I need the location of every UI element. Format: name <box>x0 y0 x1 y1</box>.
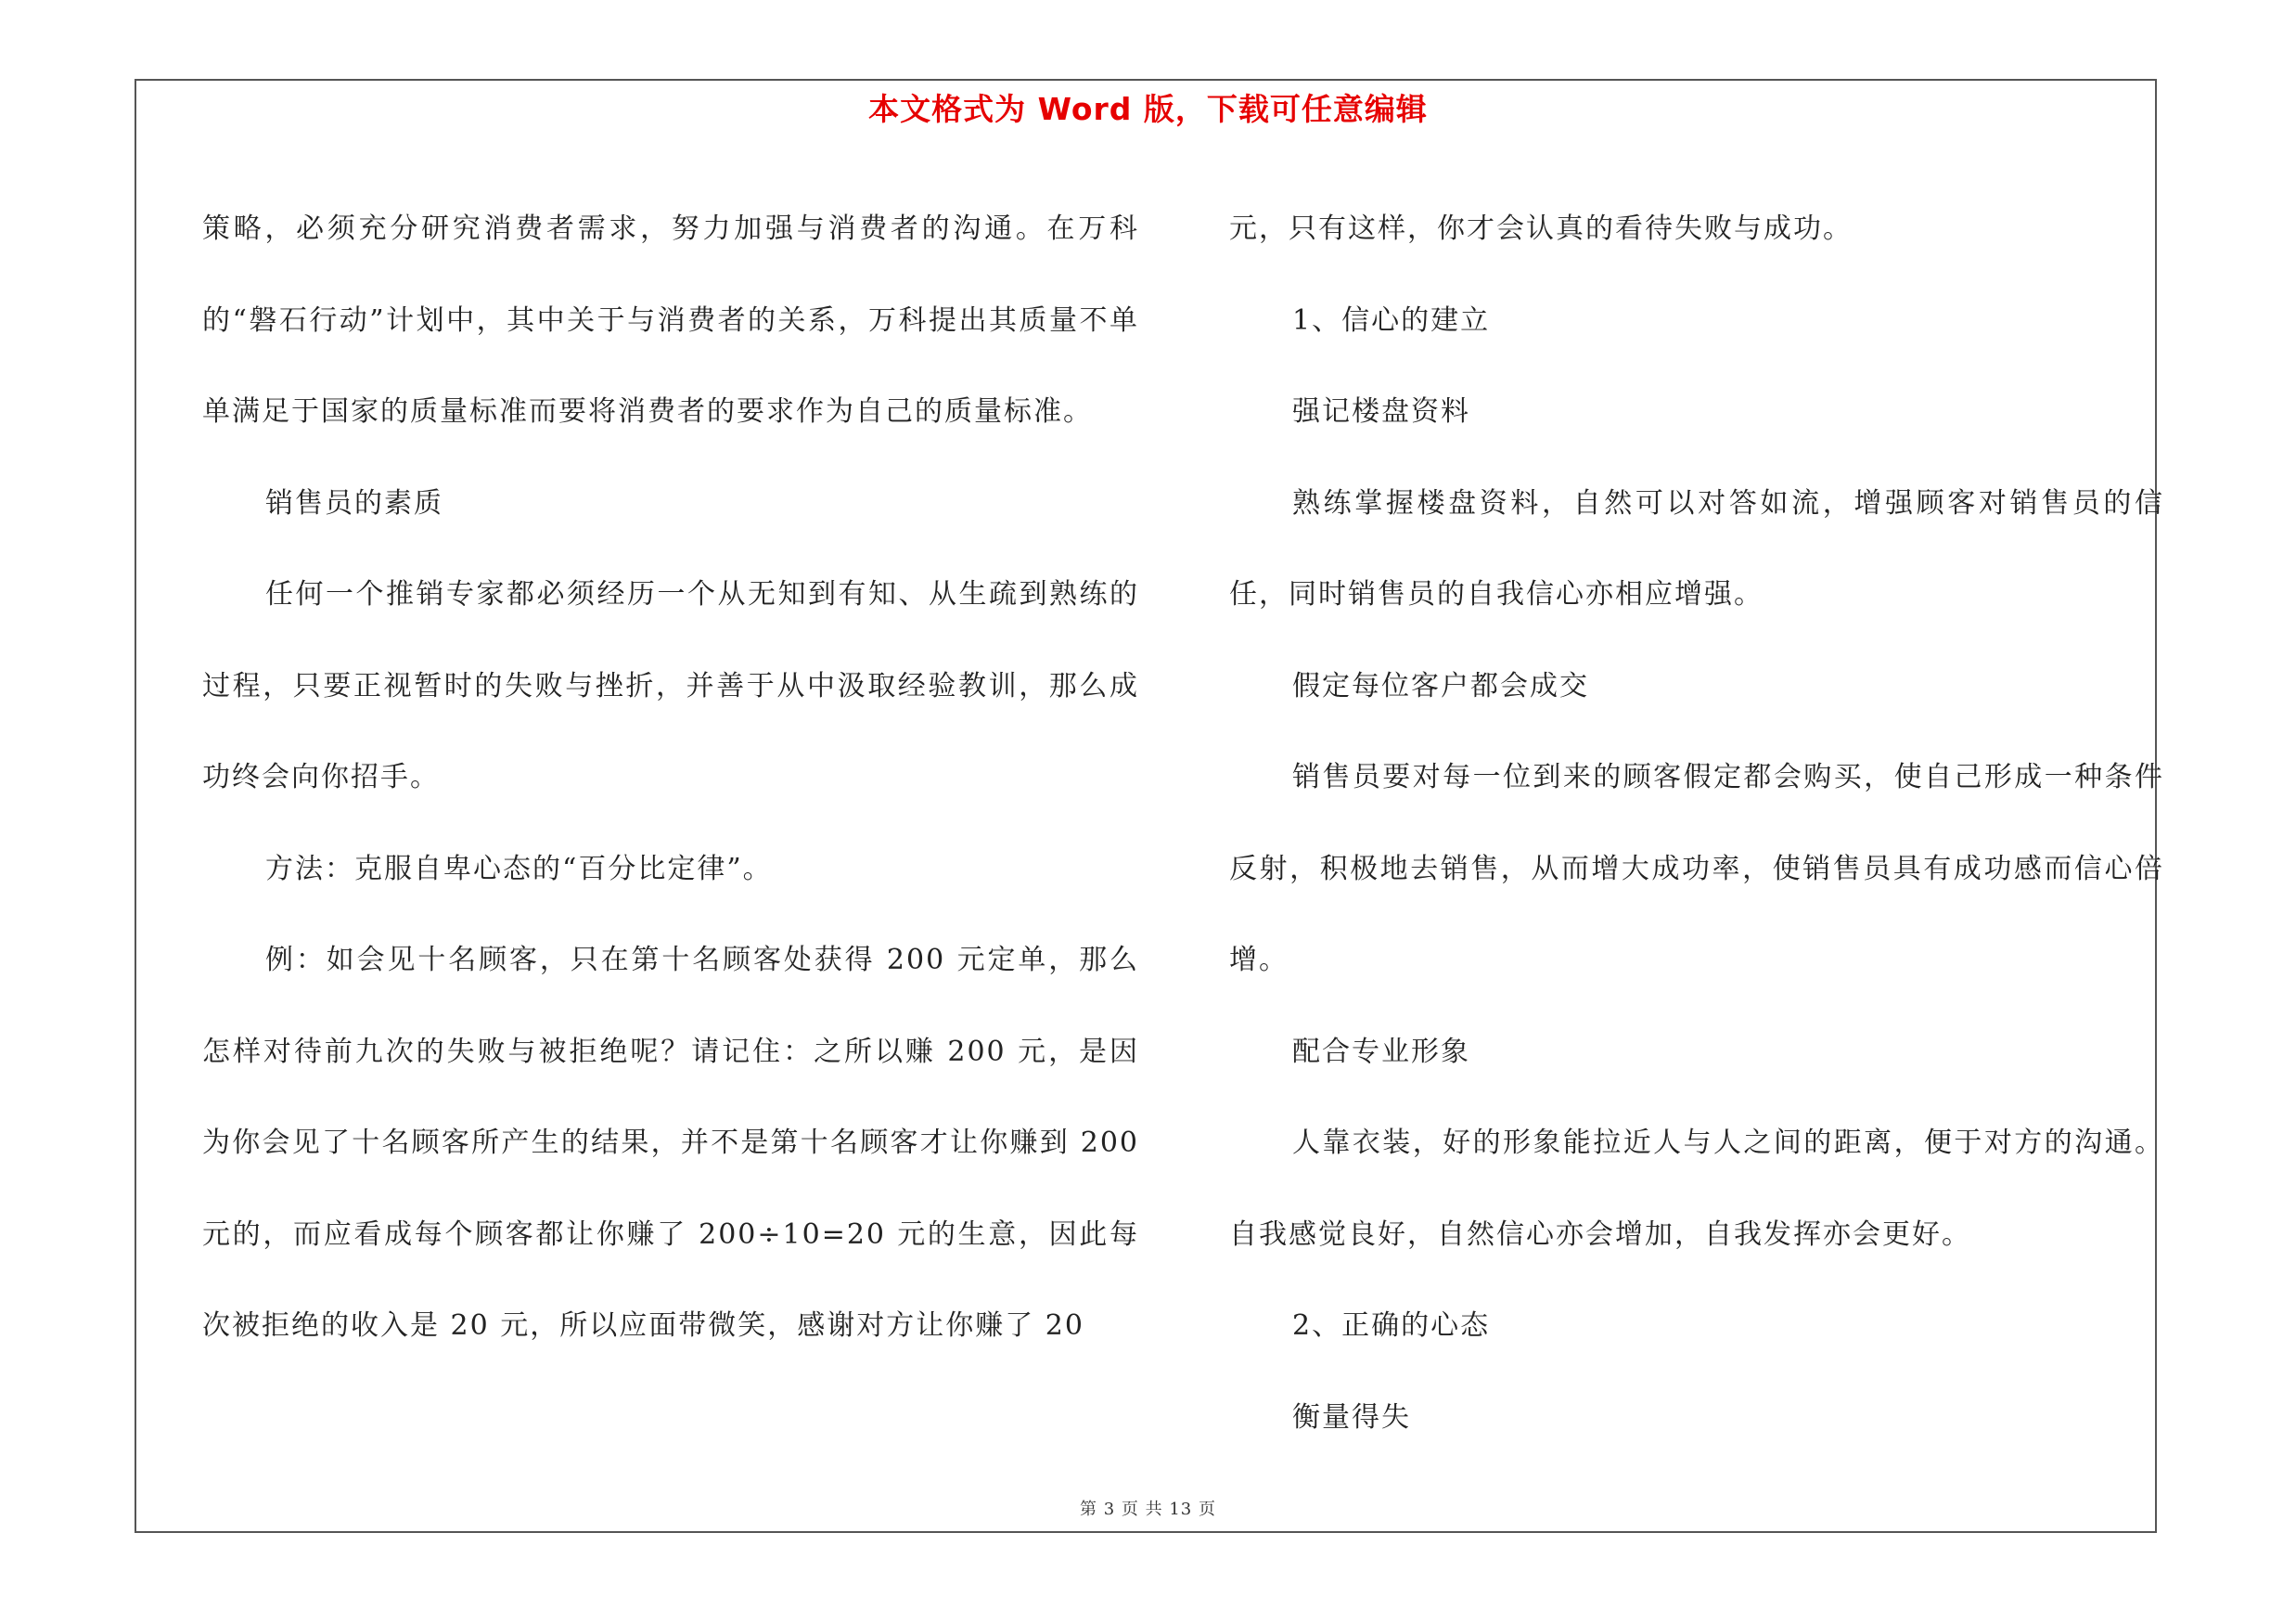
format-notice-banner: 本文格式为 Word 版，下载可任意编辑 <box>868 91 1428 127</box>
left-text-column <box>202 184 1139 1372</box>
paragraph: 元，只有这样，你才会认真的看待失败与成功。 <box>1229 213 1853 245</box>
paragraph: 例：如会见十名顾客，只在第十名顾客处获得 200 元定单，那么怎样对待前九次的失败与被拒绝呢？请记住：之所以赚 200 元，是因为你会见了十名顾客所产生的结果，并不是第十名顾客才让你赚到 200 元的，而应看成每个顾客都让你赚了 200÷10=20 元的生意，因此每次被拒绝的收入是 20 元，所以应面带微笑，感谢对方让你赚了 20 <box>202 944 1139 1342</box>
paragraph: 销售员要对每一位到来的顾客假定都会购买，使自己形成一种条件反射，积极地去销售，从而增大成功率，使销售员具有成功感而信心倍增。 <box>1229 761 2164 976</box>
section-heading: 2、正确的心态 <box>1292 1309 1491 1342</box>
sub-heading: 假定每位客户都会成交 <box>1292 669 1589 702</box>
sub-heading: 配合专业形象 <box>1292 1035 1470 1068</box>
sub-heading: 强记楼盘资料 <box>1292 395 1470 428</box>
right-text-column <box>1229 184 2164 1463</box>
paragraph: 方法：克服自卑心态的“百分比定律”。 <box>265 852 773 885</box>
paragraph: 策略，必须充分研究消费者需求，努力加强与消费者的沟通。在万科的“磐石行动”计划中，其中关于与消费者的关系，万科提出其质量不单单满足于国家的质量标准而要将消费者的要求作为自己的质量标准。 <box>202 213 1139 428</box>
paragraph: 人靠衣装，好的形象能拉近人与人之间的距离，便于对方的沟通。自我感觉良好，自然信心亦会增加，自我发挥亦会更好。 <box>1229 1127 2164 1251</box>
paragraph: 任何一个推销专家都必须经历一个从无知到有知、从生疏到熟练的过程，只要正视暂时的失败与挫折，并善于从中汲取经验教训，那么成功终会向你招手。 <box>202 578 1139 793</box>
section-heading: 1、信心的建立 <box>1292 303 1491 337</box>
sub-heading: 衡量得失 <box>1292 1400 1411 1434</box>
paragraph: 熟练掌握楼盘资料，自然可以对答如流，增强顾客对销售员的信任，同时销售员的自我信心亦相应增强。 <box>1229 486 2164 611</box>
page-number: 第 3 页 共 13 页 <box>1080 1500 1216 1519</box>
section-heading: 销售员的素质 <box>265 486 443 520</box>
